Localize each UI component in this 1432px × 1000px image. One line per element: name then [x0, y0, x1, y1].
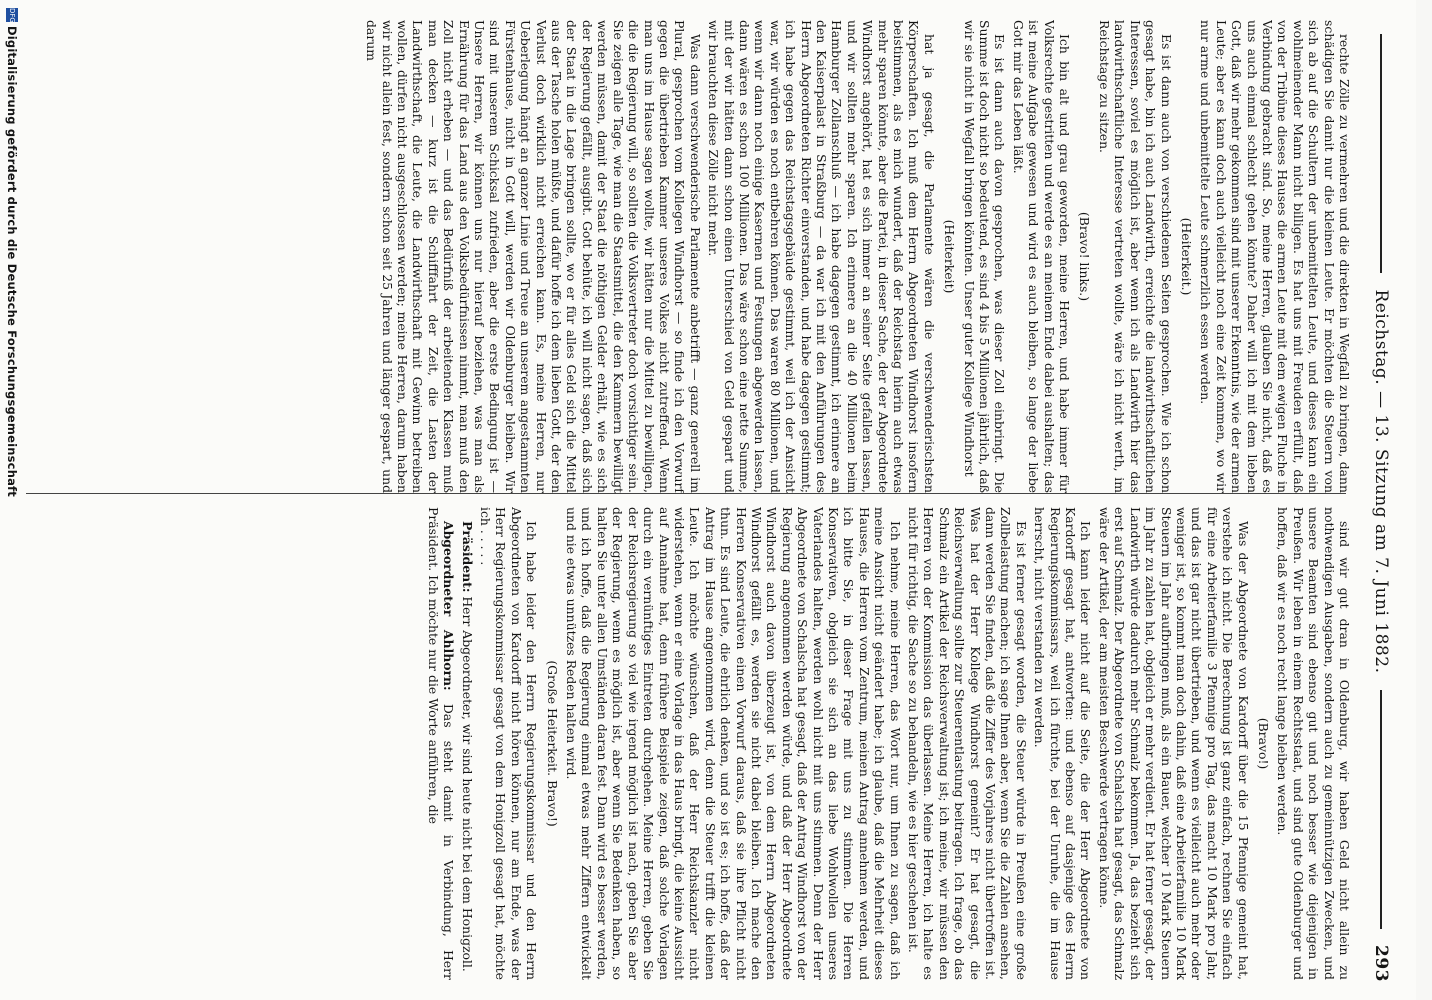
paragraph: Ich nehme, meine Herren, das Wort nur, um Ihnen zu sagen, daß ich meine Ansicht nicht geändert habe; ich glaube, daß die Mehrheit dieses Hauses, die Herren vom Zentrum, meinen Antrag annehmen werden, und ich bitte Sie, in dieser Frage mit uns zu stimmen. Die Herren Konservativen, obgleich sie sich an das liebe Wohlwollen unseres Vaterlandes halten, werden wohl nicht mit uns stimmen. Denn der Herr Abgeordnete von Schalscha hat gesagt, daß der Antrag Windhorst von der Regierung angenommen werden würde, und daß der Herr Abgeordnete Windhorst auch davon überzeugt ist, von dem Herrn Abgeordneten Windhorst gefällt es, werden sie nicht dabei bleiben. Ich mache den Herren Konservativen einen Vorwurf daraus, daß sie ihre Pflicht nicht thun. Es sind Leute, die ehrlich denken, und so ist es; ich hoffe, daß der Antrag im Hause angenommen wird, denn die Steuer trifft die kleinen Leute. Ich möchte wünschen, daß der Herr Reichskanzler nicht widerstehen, wenn er eine Vorlage in das Haus bringt, die keine Aussicht auf Annahme hat, denn frühere Beispiele zeigen, daß solche Vorlagen durch ein vernünftiges Eintreten durchgehen. Meine Herren, geben Sie der Reichsregierung so viel wie irgend möglich ist nach, geben Sie aber der Regierung, wenn es möglich ist, aber wenn Sie Bedenken haben, so halten Sie unter allen Umständen daran fest. Dann wird es besser werden, und ich hoffe, daß die Regierung einmal etwas mehr Ziffern entwickelt und nie etwas unnützes Reden halten wird.	[564, 507, 903, 980]
paragraph: hat ja gesagt, die Parlamente wären die verschwenderischsten Körperschaften. Ich muß dem Herrn Abgeordneten Windhorst insofern beistimmen, als es mich wundert, daß der Reichstag hierin auch etwas mehr sparen könnte, aber die Partei, in dieser Sache, der der Abgeordnete Windhorst angehört, hat es sich immer an seiner Seite gefallen lassen, und wir sollten mehr sparen. Ich erinnere an die 40 Millionen beim Hamburger Zollanschluß — ich habe dagegen gestimmt, ich erinnere an den Kaiserpalast in Straßburg — da war ich mit den Anführungen des Herrn Abgeordneten Richter einverstanden, und habe dagegen gestimmt; ich habe gegen das Reichstagsgebäude gestimmt, weil ich der Ansicht war, wir würden es noch entbehren können. Das waren 80 Millionen, und wenn wir dann noch einige Kasernen und Festungen abgewerden lassen, dann wären es schon 100 Millionen. Das wäre schon eine nette Summe, mit der wir hätten dann schon einen Unterschied von Geld gespart und wir brauchten diese Zölle nicht mehr.	[706, 20, 937, 493]
footer	[0, 0, 22, 1000]
interjection: (Heiterkeit.)	[1178, 217, 1194, 296]
page-header	[1364, 18, 1398, 982]
paragraph: Es ist dann auch von verschiedenen Seiten gesprochen. Wie ich schon gesagt habe, bin ich auch Landwirth, erreichte die landwirthschaftlichen Interessen, soviel es möglich ist, aber wenn ich als Landwirth hier das landwirthschaftliche Interesse vertreten wollte, wäre ich nicht werth, im Reichstage zu sitzen.	[1096, 20, 1174, 493]
paragraph: Was der Abgeordnete von Kardorff über die 15 Pfennige gemeint hat, verstehe ich nicht. Die Berechnung ist ganz einfach, rechnen Sie einfach für eine Arbeiterfamilie 3 Pfennige pro Tag, das macht 10 Mark pro Jahr, und das ist gar nicht übertrieben, und wenn es vielleicht auch mehr oder weniger ist, so kommt man doch dahin, daß eine Arbeiterfamilie 10 Mark Steuern im Jahr aufbringen muß, als ein Bauer, welcher 10 Mark Steuern im Jahr zu zahlen hat, obgleich er mehr verdient. Er hat ferner gesagt, der Landwirth würde dadurch mehr Schmalz bekommen. Ja, das bezieht sich erst auf Schmalz. Der Abgeordnete von Schalscha hat gesagt, das Schmalz wäre der Artikel, der am meisten Beschwerde vertragen könne.	[1096, 507, 1251, 980]
running-title: Reichstag. — 13. Sitzung am 7. Juni 1882.	[1371, 289, 1391, 674]
speech-text: Das steht damit in Verbindung, Herr Präsident. Ich möchte nur die Worte anführen, die	[425, 507, 457, 980]
page-number: 293	[1371, 945, 1391, 982]
interjection: (Bravo!)	[1255, 717, 1271, 770]
column-right	[22, 507, 1352, 980]
header-rule-right	[1380, 690, 1382, 929]
interjection: (Große Heiterkeit. Bravo!)	[544, 660, 560, 827]
column-divider	[26, 493, 1346, 494]
dfg-logo: DFG	[8, 8, 16, 23]
paragraph: rechte Zölle zu vermehren und die direkten in Wegfall zu bringen, dann schädigen Sie damit nur die kleinen Leute. Er möchten die Steuern von sich ab auf die Schultern der unbemittelten Leute, und dieses kann ein wohlmeinender Mann nicht billigen. Es hat uns mit Freuden erfüllt, daß von der Tribüne dieses Hauses die armen Leute mit dem ewigen Fluche in Verbindung gebracht sind. So, meine Herren, glauben Sie nicht, daß es uns auch einmal schlecht gehen könnte? Daher will ich mit dem lieben Gott, daß wir mehr gekommen sind mit unserer Erkenntnis, wie der armen Leute; aber es kann doch auch vielleicht noch eine Zeit kommen, wo wir nur arme und unbemittelte Leute schmerzlich essen werden.	[1198, 20, 1352, 493]
interjection: (Heiterkeit)	[942, 219, 958, 294]
speech-text: Herr Abgeordneter, wir sind heute nicht bei dem Honigzoll.	[459, 596, 475, 972]
speaker-paragraph	[425, 507, 456, 980]
footer-credit: Digitalisierung gefördert durch die Deutsche Forschungsgemeinschaft	[5, 26, 19, 497]
paragraph: sind wir gut dran in Oldenburg, wir haben Geld nicht allein zu nothwendigen Ausgaben, sondern auch zu gemeinnützigen Zwecken, und unsere Beamten sind ebenso gut und noch besser wie diejenigen in Preußen. Wir leben in einem Rechtsstaat, und sind gute Oldenburger und hoffen, daß wir es noch recht lange bleiben werden.	[1275, 507, 1352, 980]
paragraph: Ich kann leider nicht auf die Seite, die der Herr Abgeordnete von Kardorff gesagt hat, antworten: und ebenso auf dasjenige des Herrn Regierungskommissars, weil ich fürchte, bei der Unruhe, die im Hause herrscht, nicht verstanden zu werden.	[1032, 507, 1094, 980]
interjection: (Bravo! links.)	[1077, 211, 1093, 302]
paragraph: Ich bin alt und grau geworden, meine Herren, und habe immer für Volksrechte gestritten und werde es an meinem Ende dabei aushalten; das ist meine Aufgabe gewesen und wird es auch bleiben, so lange der liebe Gott mir das Leben läßt.	[1010, 20, 1073, 493]
speaker-paragraph	[459, 507, 474, 980]
column-left	[22, 20, 1352, 493]
paragraph: Es ist ferner gesagt worden, die Steuer würde in Preußen eine große Zollbelastung machen; ich sage Ihnen aber, wenn Sie die Zahlen ansehen, dann werden Sie finden, daß die Ziffer des Vorjahres nicht übertroffen ist. Was hat der Herr Kollege Windhorst gemeint? Er hat gesagt, die Reichsverwaltung sollte zur Steuerentlastung beitragen. Ich frage, ob das Schmalz ein Artikel der Reichsverwaltung ist; ich meine, wir müssen den Herren von der Kommission das überlassen. Meine Herren, ich halte es nicht für richtig, die Sache so zu behandeln, wie es hier geschehen ist.	[906, 507, 1029, 980]
header-rule-left	[1380, 34, 1382, 273]
paragraph: Ich habe leider den Herrn Regierungskommissar und den Herrn Abgeordneten von Kardorff nicht hören können, nur am Ende, was der Herr Regierungskommissar gesagt von dem Honigzoll gesagt hat, möchte ich . . . . .	[478, 507, 540, 980]
paragraph: Es ist dann auch davon gesprochen, was dieser Zoll einbringt. Die Summe ist doch nicht so bedeutend, es sind 4 bis 5 Millionen jährlich, daß wir sie nicht in Wegfall bringen könnten. Unser guter Kollege Windhorst	[961, 20, 1008, 493]
paragraph: Was dann verschwenderische Parlamente anbetrifft — ganz generell im Plural, gesprochen vom Kollegen Windhorst — so finde ich den Vorwurf gegen die übertrieben Kammer unseres Volkes nicht zutreffend. Wenn man uns im Hause sagen wollte, wir hätten nur die Mittel zu bewilligen, die die Regierung will, so sollten die Volksvertreter doch vorsichtiger sein. Sie zeigen alle Tage, wie man die Staatsmittel, die den Kammern bewilligt werden müssen, damit der Staat die nöthigen Gelder erhält, wie es sich der Regierung gefällt, ausgibt. Gott behüte, ich will nicht sagen, daß sich der Staat in die Lage bringen sollte, wo er für alles Geld sich die Mittel aus der Tasche holen müßte, und dafür hoffe ich dem lieben Gott, der den Verlust doch wirklich nicht erreichen kann. Es, meine Herren, nur Ueberlegung hängt an ganzer Linie und Treue an unserem angestammten Fürstenhause, nicht in Gott will, werden wir Oldenburger bleiben. Wir sind mit unserem Schicksal zufrieden, aber die erste Bedingung ist — Unsere Herren, wir können uns nur hierauf beziehen, was man als Ernährung für das Land aus den Volksbedürfnissen nimmt, man muß den Zoll nicht erheben — und das Bedürfniß der arbeitenden Klassen muß man decken — kurz ist die Schifffahrt der Zeit, die Lasten der Landwirthschaft, die Leute, die Landwirthschaft mit Gewinn betreiben wollen, dürfen nicht ausgeschlossen werden; meine Herren, darum haben wir nicht allein fest, sondern schon seit 25 Jahren und länger gespart, und darum	[364, 20, 703, 493]
speaker-name: Präsident:	[459, 521, 475, 593]
speaker-name: Abgeordneter Ahlhorn:	[441, 521, 457, 691]
text-columns	[22, 20, 1352, 980]
